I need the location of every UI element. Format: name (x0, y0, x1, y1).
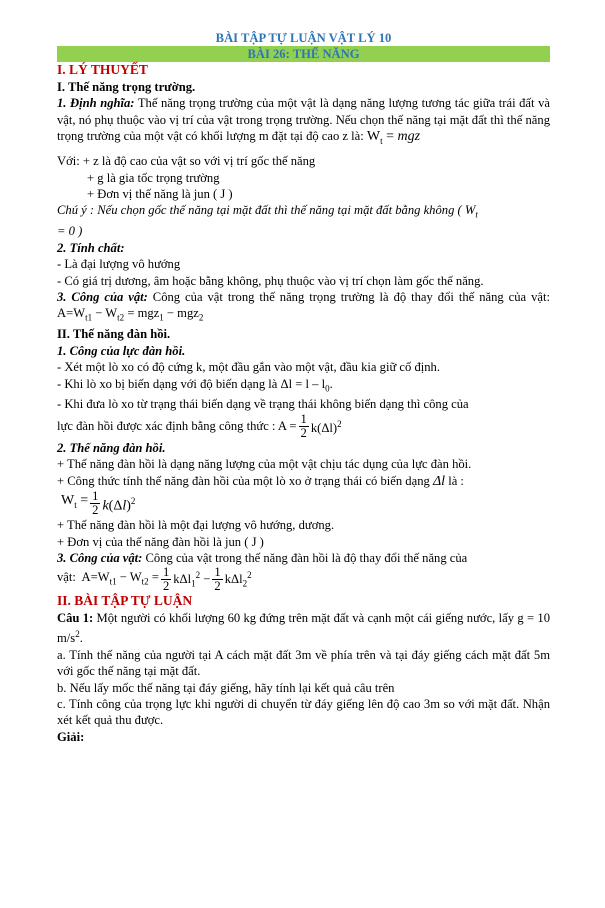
with-line: Với: + z là độ cao của vật so với vị trí gốc thế năng (57, 154, 316, 169)
half-fraction: $\frac{1}{2}$ (214, 565, 221, 594)
elastic-pe-formula: $W_t$ = $\frac{1}{2}$ $k(\Delta l)^2$ (61, 489, 136, 518)
elastic-heading: II. Thế năng đàn hồi. (57, 327, 171, 342)
half-fraction: $\frac{1}{2}$ (162, 565, 170, 594)
elastic-pe-4: + Đơn vị của thế năng đàn hồi là jun ( J ) (57, 534, 264, 549)
half-fraction: $\frac{1}{2}$ (92, 489, 99, 518)
elastic-pe-3: + Thế năng đàn hồi là một đại lượng vô hướng, dương. (57, 518, 335, 533)
half-fraction: $\frac{1}{2}$ (300, 411, 307, 440)
elastic-line-3: - Khi đưa lò xo từ trạng thái biến dạng về trạng thái không biến dạng thì công của (57, 397, 469, 412)
theory-heading: I. LÝ THUYẾT (57, 62, 148, 78)
document-title: BÀI TẬP TỰ LUẬN VẬT LÝ 10 (215, 31, 392, 45)
elastic-pe-heading: 2. Thế năng đàn hồi. (57, 440, 166, 455)
document-page (57, 30, 550, 745)
definition-label: 1. Định nghĩa: (57, 96, 135, 111)
question-1-b: b. Nếu lấy mốc thế năng tại đáy giếng, hãy tính lại kết quả câu trên (57, 680, 395, 695)
question-1 (57, 610, 550, 647)
work-label: 3. Công của vật: (57, 290, 148, 304)
property-heading: 2. Tính chất: (57, 240, 125, 255)
with-unit-line: + Đơn vị thế năng là jun ( J ) (87, 187, 233, 202)
with-g-line: + g là gia tốc trọng trường (87, 170, 220, 185)
work-formula: $A=W_{t1} - W_{t2} = mgz_1 - mgz_2$ (57, 306, 204, 323)
definition-formula: $W_t$ = mgz (366, 129, 421, 146)
question-1-c: c. Tính công của trọng lực khi người di chuyển từ đáy giếng lên độ cao 3m so với mặt đất. Nhận xét kết quả thu được. (57, 696, 550, 728)
elastic-line-3b: lực đàn hồi được xác định bằng công thức : A = $\frac{1}{2}$ $k(\Delta l)^2$ (57, 411, 342, 440)
elastic-work-label: 3. Công của vật: (57, 550, 143, 565)
exercises-heading: II. BÀI TẬP TỰ LUẬN (57, 593, 193, 609)
elastic-work-heading: 1. Công của lực đàn hồi. (57, 343, 186, 358)
question-1-a: a. Tính thế năng của người tại A cách mặt đất 3m về phía trên và tại đáy giếng cách mặt đất 5m với gốc thế năng tại mặt đất. (57, 647, 550, 679)
property-2: - Có giá trị dương, âm hoặc bằng không, phụ thuộc vào vị trí chọn làm gốc thế năng. (57, 273, 484, 288)
elastic-line-1: - Xét một lò xo có độ cứng k, một đầu gắn vào một vật, đầu kia giữ cố định. (57, 360, 440, 375)
gravity-heading: I. Thế năng trọng trường. (57, 79, 196, 94)
definition-paragraph (57, 95, 550, 149)
elastic-work-text: Công của vật trong thế năng đàn hồi là độ thay đổi thế năng của (142, 550, 468, 565)
elastic-pe-2: + Công thức tính thế năng đàn hồi của một lò xo ở trạng thái có biến dạng Δl là : (57, 473, 464, 489)
elastic-pe-1: + Thế năng đàn hồi là dạng năng lượng của một vật chịu tác dụng của lực đàn hồi. (57, 457, 472, 472)
definition-text: Thế năng trọng trường của một vật là dạng năng lượng tương tác giữa trái đất và vật, nó phụ thuộc vào vị trí của vật trong trọng trường. Nếu chọn thế năng tại mặt đất thì thế năng trọng trường của một vật có khối lượng m đặt tại độ cao z là: (57, 96, 550, 144)
property-1: - Là đại lượng vô hướng (57, 257, 181, 272)
work-text: Công của vật trong thế năng trọng trường là độ thay đổi thế năng của vật: (147, 290, 550, 304)
elastic-work-formula: vật: $A=W_{t1} - W_{t2}$ = $\frac{1}{2}$ kΔl$_1^2$ − $\frac{1}{2}$ kΔl$_2^2$ (57, 565, 252, 594)
note-line: Chú ý : Nếu chọn gốc thế năng tại mặt đất thì thế năng tại mặt đất bằng không ( $W_t$ = 0 ) (57, 203, 478, 239)
lesson-banner: BÀI 26: THẾ NĂNG (57, 46, 550, 62)
question-1-text: Một người có khối lượng 60 kg đứng trên mặt đất và cạnh một cái giếng nước, lấy g = 10 $m/s^2$. (57, 610, 550, 646)
work-paragraph (57, 289, 550, 326)
solution-label: Giải: (57, 729, 85, 744)
question-1-label: Câu 1: (57, 610, 94, 625)
elastic-work-paragraph (57, 550, 550, 566)
elastic-line-2: - Khi lò xo bị biến dạng với độ biến dạng là $\Delta l = l - l_0$. (57, 376, 333, 394)
